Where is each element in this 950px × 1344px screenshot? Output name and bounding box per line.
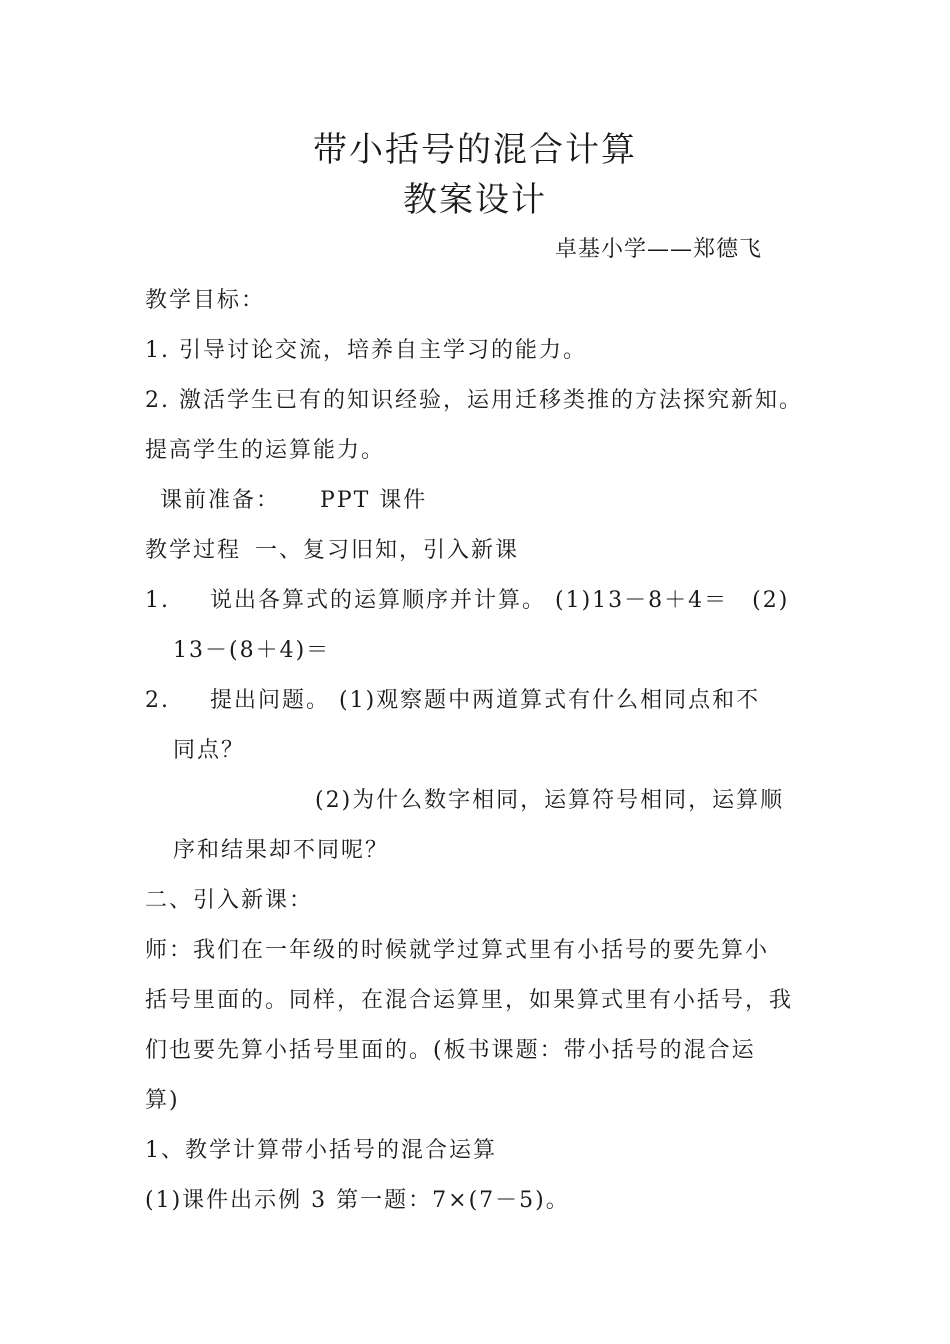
subsection-1-item-1: (1)课件出示例 3 第一题：7×(7－5)。 — [145, 1188, 570, 1213]
section-1-heading: 一、复习旧知，引入新课 — [255, 538, 520, 563]
process-heading: 教学过程 — [145, 538, 242, 563]
paragraph-line-2: 括号里面的。同样，在混合运算里，如果算式里有小括号，我 — [145, 988, 794, 1013]
paragraph-line-3: 们也要先算小括号里面的。(板书课题：带小括号的混合运 — [145, 1038, 756, 1063]
objective-item-2: 2. 激活学生已有的知识经验，运用迁移类推的方法探究新知。 — [145, 388, 803, 413]
step-1-text: 说出各算式的运算顺序并计算。 (1)13－8＋4＝ (2) — [210, 588, 790, 613]
step-1-line — [145, 586, 789, 616]
step-1-number: 1. — [145, 588, 170, 613]
step-2-question-2-continued: 序和结果却不同呢？ — [173, 838, 390, 863]
objective-item-1: 1. 引导讨论交流，培养自主学习的能力。 — [145, 338, 587, 363]
process-heading-line — [145, 536, 519, 566]
section-2-heading: 二、引入新课： — [145, 888, 314, 913]
step-2-line — [145, 686, 760, 716]
step-1-continued: 13－(8＋4)＝ — [173, 638, 331, 663]
author-line: 卓基小学——郑德飞 — [555, 237, 763, 262]
preparation-line — [160, 486, 427, 516]
document-subtitle: 教案设计 — [403, 180, 547, 220]
objectives-heading: 教学目标： — [145, 288, 266, 313]
document-title: 带小括号的混合计算 — [313, 130, 637, 170]
step-2-number: 2. — [145, 688, 170, 713]
objective-item-2-continued: 提高学生的运算能力。 — [145, 438, 386, 463]
preparation-value: PPT 课件 — [320, 488, 428, 513]
preparation-label: 课前准备： — [160, 488, 281, 513]
step-2-continued: 同点？ — [173, 738, 246, 763]
step-2-text: 提出问题。 (1)观察题中两道算式有什么相同点和不 — [210, 688, 761, 713]
subsection-1-heading: 1、教学计算带小括号的混合运算 — [145, 1138, 497, 1163]
paragraph-line-4: 算) — [145, 1088, 180, 1113]
step-2-question-2: (2)为什么数字相同，运算符号相同，运算顺 — [315, 788, 785, 813]
paragraph-line-1: 师：我们在一年级的时候就学过算式里有小括号的要先算小 — [145, 938, 770, 963]
